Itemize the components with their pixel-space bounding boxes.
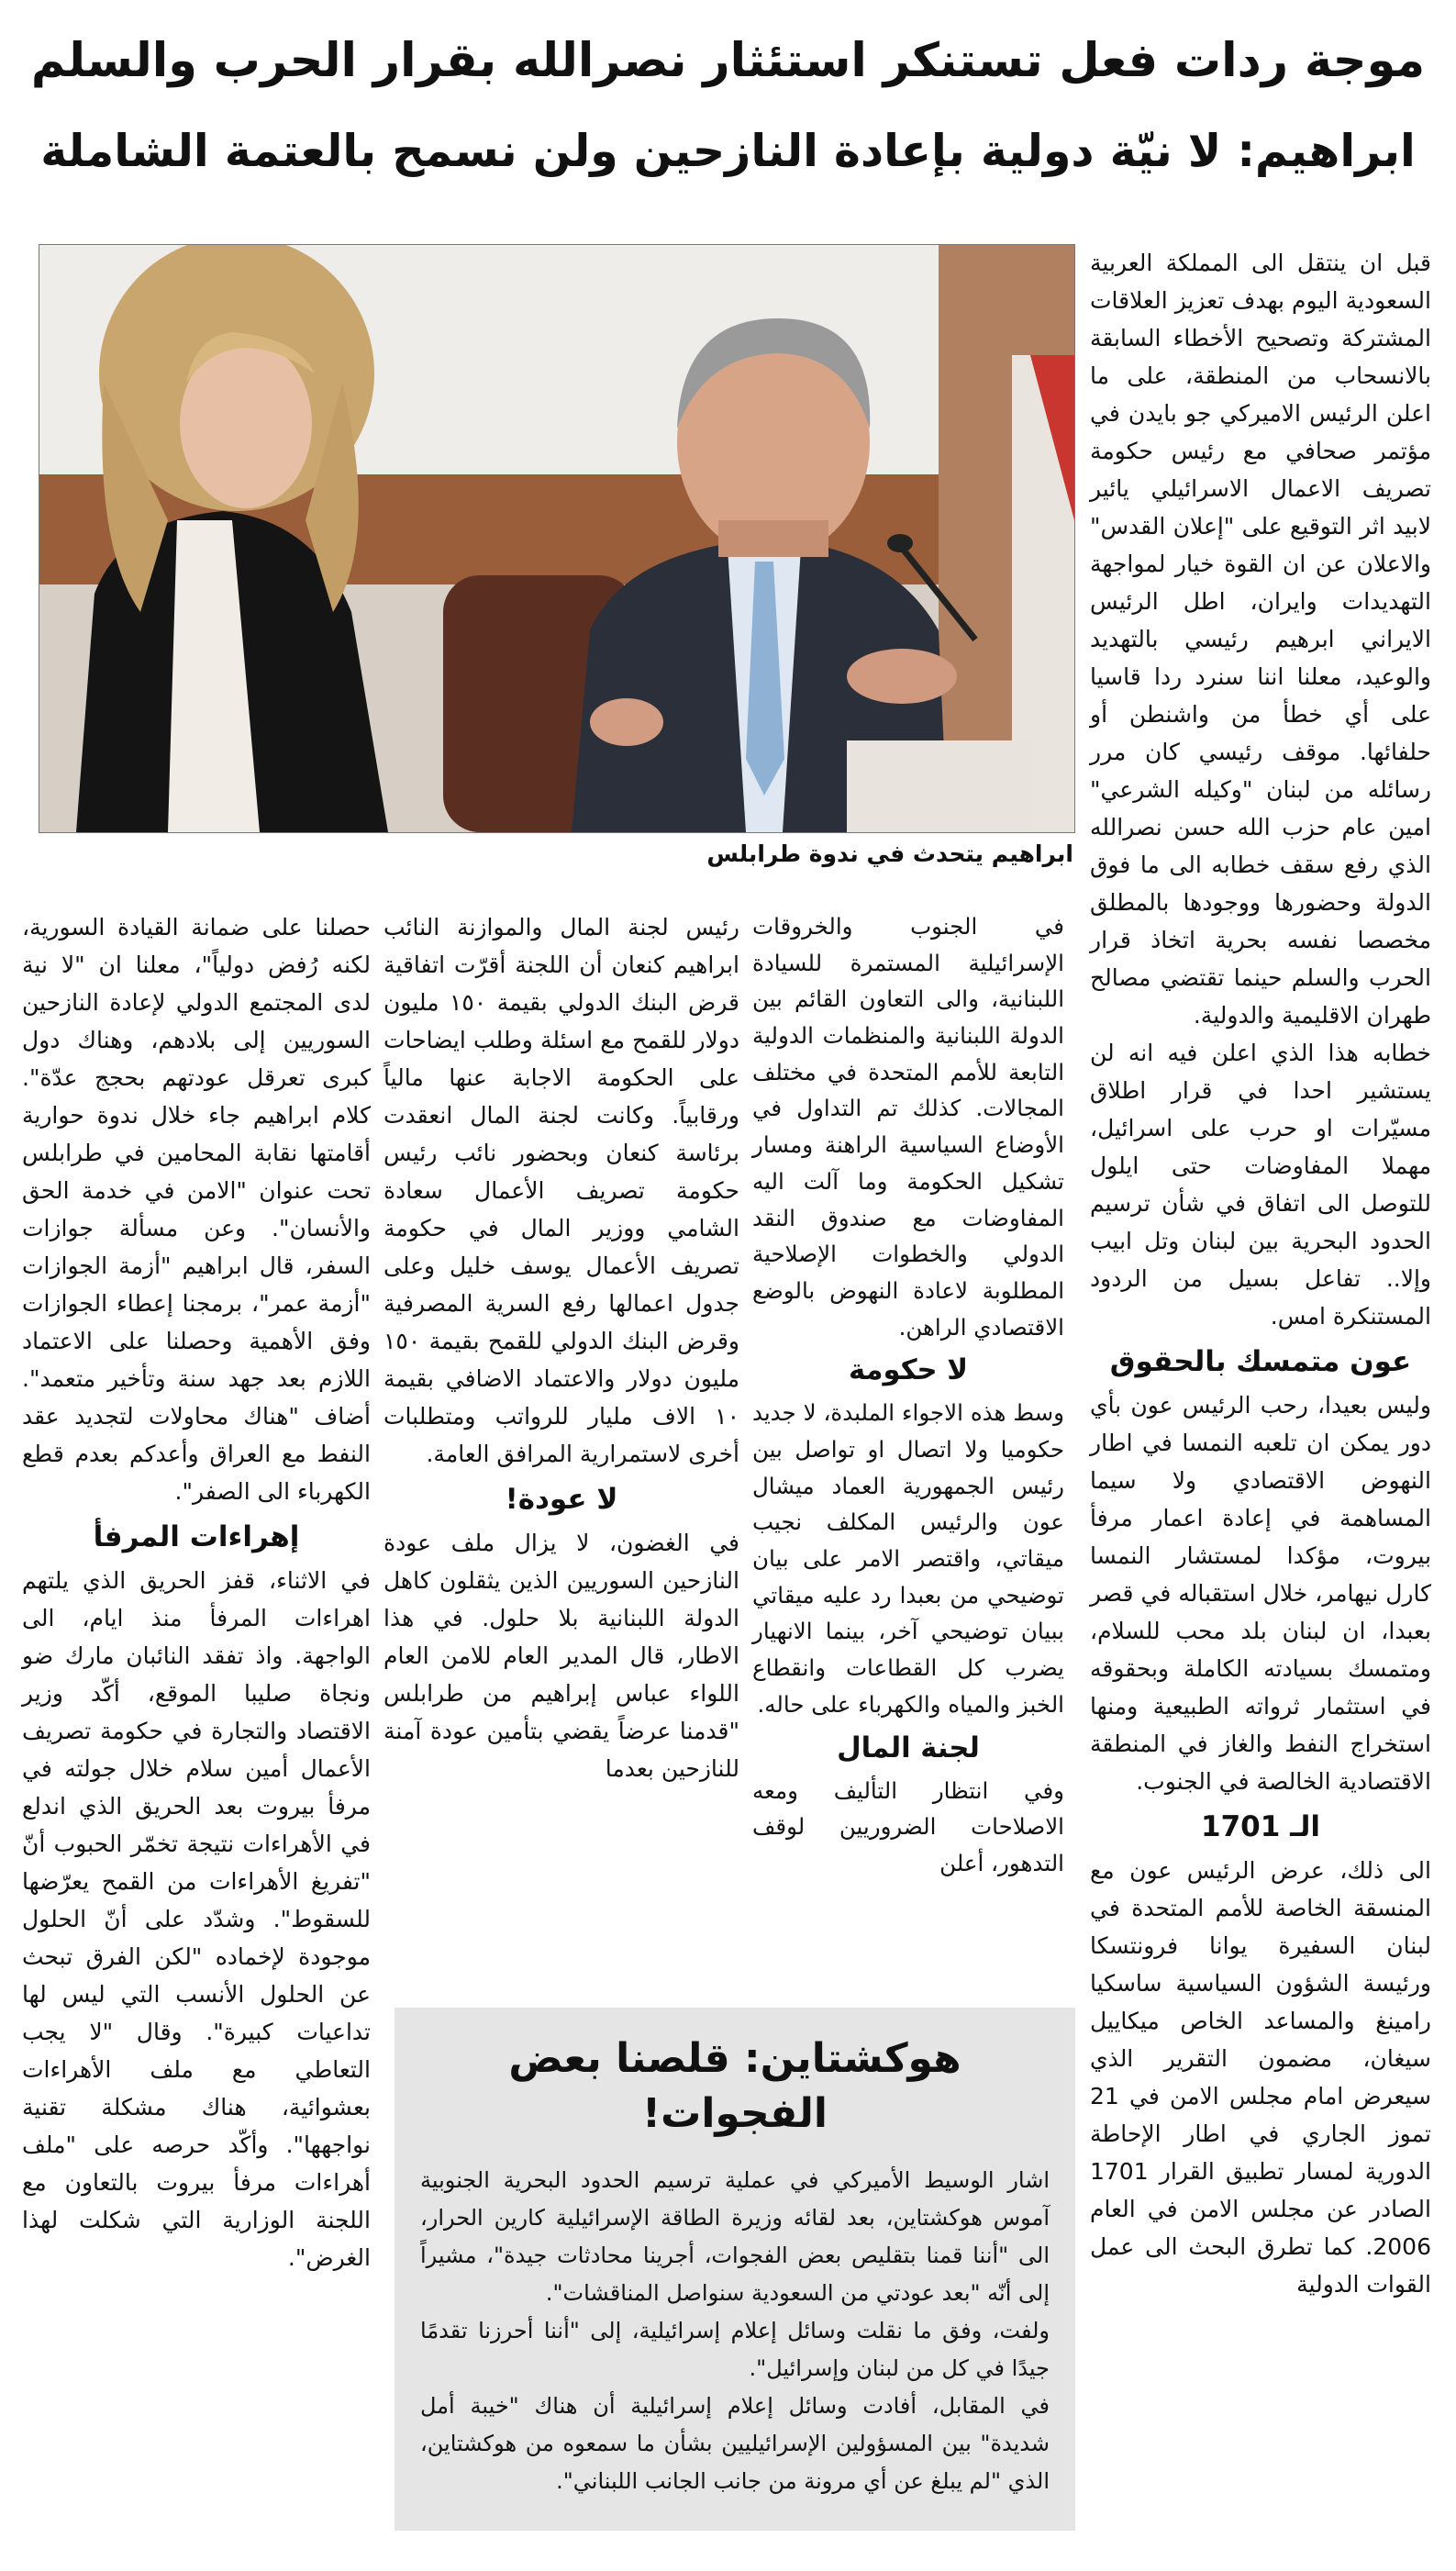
paragraph: قبل ان ينتقل الى المملكة العربية السعودية اليوم بهدف تعزيز العلاقات المشتركة وتصحيح الأخطاء السابقة بالانسحاب من المنطقة، على ما اعلن الرئيس الاميركي جو بايدن في مؤتمر صحافي مع رئيس حكومة تصريف الاعمال الاسرائيلي يائير لابيد اثر التوقيع على "إعلان القدس" والاعلان عن ان القوة خيار لمواجهة التهديدات وايران، اطل الرئيس الايراني ابرهيم رئيسي بالتهديد والوعيد، معلنا اننا سنرد ردا قاسيا على أي خطأ من واشنطن أو حلفائها. موقف رئيسي كان مرر رسائله من لبنان "وكيله الشرعي" امين عام حزب الله حسن نصرالله الذي رفع سقف خطابه الى ما فوق الدولة وحضورها ووجودها بالمطلق مخصصا نفسه بحرية اتخاذ قرار الحرب والسلم حينما تقتضي مصالح طهران الاقليمية والدولية. xyxy=(1090,250,1431,1029)
subheading: لا عودة! xyxy=(505,1483,618,1516)
article-column-1 xyxy=(1090,244,1431,2303)
article-column-4 xyxy=(22,908,371,2276)
subheading: إهراءات المرفأ xyxy=(93,1520,300,1553)
paragraph: الى ذلك، عرض الرئيس عون مع المنسقة الخاصة للأمم المتحدة في لبنان السفيرة يوانا فرونتسكا ورئيسة الشؤون السياسية ساسكيا رامينغ والمساعد الخاص ميكاييل سيغان، مضمون التقرير الذي سيعرض امام مجلس الامن في 21 تموز الجاري في اطار الإحاطة الدورية لمسار تطبيق القرار 1701 الصادر عن مجلس الامن في العام 2006. كما تطرق البحث الى عمل القوات الدولية xyxy=(1090,1857,1431,2298)
article-column-2 xyxy=(752,908,1064,1882)
headline-line-2: ابراهيم: لا نيّة دولية بإعادة النازحين ولن نسمح بالعتمة الشاملة xyxy=(40,125,1416,177)
subheading: لا حكومة xyxy=(848,1354,968,1387)
paragraph: اشار الوسيط الأميركي في عملية ترسيم الحدود البحرية الجنوبية آموس هوكشتاين، بعد لقائه وزيرة الطاقة الإسرائيلية كارين الحرار، الى "أننا قمنا بتقليص بعض الفجوات، أجرينا محادثات جيدة"، مشيراً إلى أنّه "بعد عودتي من السعودية سنواصل المناقشات". xyxy=(420,2167,1050,2306)
paragraph: في المقابل، أفادت وسائل إعلام إسرائيلية أن هناك "خيبة أمل شديدة" بين المسؤولين الإسرائيليين بشأن ما سمعوه من هوكشتاين، الذي "لم يبلغ عن أي مرونة من جانب الجانب اللبناني". xyxy=(420,2393,1050,2494)
headline-line-1: موجة ردات فعل تستنكر استئثار نصرالله بقرار الحرب والسلم xyxy=(30,34,1426,88)
paragraph: وليس بعيدا، رحب الرئيس عون بأي دور يمكن ان تلعبه النمسا في اطار النهوض الاقتصادي ولا سيما المساهمة في إعادة اعمار مرفأ بيروت، مؤكدا لمستشار النمسا كارل نيهامر، خلال استقباله في قصر بعبدا، ان لبنان بلد محب للسلام، ومتمسك بسيادته الكاملة وبحقوقه في استثمار ثرواته الطبيعية ومنها استخراج النفط والغاز في المنطقة الاقتصادية الخالصة في الجنوب. xyxy=(1090,1392,1431,1795)
paragraph: ولفت، وفق ما نقلت وسائل إعلام إسرائيلية، إلى "أننا أحرزنا تقدمًا جيدًا في كل من لبنان وإسرائيل". xyxy=(420,2318,1050,2381)
box-body xyxy=(395,2156,1075,2500)
paragraph: في الجنوب والخروقات الإسرائيلية المستمرة للسيادة اللبنانية، والى التعاون القائم بين الدولة اللبنانية والمنظمات الدولية التابعة للأمم المتحدة في مختلف المجالات. كذلك تم التداول في الأوضاع السياسية الراهنة ومسار تشكيل الحكومة وما آلت اليه المفاوضات مع صندوق النقد الدولي والخطوات الإصلاحية المطلوبة لاعادة النهوض بالوضع الاقتصادي الراهن. xyxy=(752,913,1064,1341)
subheading: الـ 1701 xyxy=(1201,1810,1320,1843)
subheading: لجنة المال xyxy=(837,1731,980,1764)
paragraph: في الغضون، لا يزال ملف عودة النازحين السوريين الذين يثقلون كاهل الدولة اللبنانية بلا حلول. في هذا الاطار، قال المدير العام للامن العام اللواء عباس إبراهيم من طرابلس "قدمنا عرضاً يقضي بتأمين عودة آمنة للنازحين بعدما xyxy=(383,1530,739,1782)
paragraph: خطابه هذا الذي اعلن فيه انه لن يستشير احدا في قرار اطلاق مسيّرات او حرب على اسرائيل، مهملا المفاوضات حتى ايلول للتوصل الى اتفاق في شأن ترسيم الحدود البحرية بين لبنان وتل ابيب وإلا.. تفاعل بسيل من الردود المستنكرة امس. xyxy=(1090,1040,1431,1330)
photo-illustration xyxy=(39,245,1074,832)
article-column-3 xyxy=(383,908,739,1787)
sidebar-box-hochstein xyxy=(395,2008,1075,2531)
paragraph: حصلنا على ضمانة القيادة السورية، لكنه رُفض دولياً"، معلنا ان "لا نية لدى المجتمع الدولي لإعادة النازحين السوريين إلى بلادهم، وهناك دول كبرى تعرقل عودتهم بحجج عدّة". كلام ابراهيم جاء خلال ندوة حوارية أقامتها نقابة المحامين في طرابلس تحت عنوان "الامن في خدمة الحق والأنسان". وعن مسألة جوازات السفر، قال ابراهيم "أزمة الجوازات "أزمة عمر"، برمجنا إعطاء الجوازات وفق الأهمية وحصلنا على الاعتماد اللازم بعد جهد سنة وتأخير متعمد". أضاف "هناك محاولات لتجديد عقد النفط مع العراق وأعدكم بعدم قطع الكهرباء الى الصفر". xyxy=(22,914,371,1505)
box-title: هوكشتاين: قلصنا بعض الفجوات! xyxy=(508,2035,961,2137)
paragraph: وسط هذه الاجواء الملبدة، لا جديد حكوميا ولا اتصال او تواصل بين رئيس الجمهورية العماد ميشال عون والرئيس المكلف نجيب ميقاتي، واقتصر الامر على بيان توضيحي من بعبدا رد عليه ميقاتي ببيان توضيحي آخر، بينما الانهيار يضرب كل القطاعات وانقطاع الخبز والمياه والكهرباء على حاله. xyxy=(752,1399,1064,1718)
subheading: عون متمسك بالحقوق xyxy=(1109,1345,1412,1378)
paragraph: وفي انتظار التأليف ومعه الاصلاحات الضروريين لوقف التدهور، أعلن xyxy=(752,1776,1064,1876)
paragraph: رئيس لجنة المال والموازنة النائب ابراهيم كنعان أن اللجنة أقرّت اتفاقية قرض البنك الدولي بقيمة ١٥٠ مليون دولار للقمح مع اسئلة وطلب ايضاحات على الحكومة الاجابة عنها مالياً ورقابياً. وكانت لجنة المال انعقدت برئاسة كنعان وبحضور نائب رئيس حكومة تصريف الأعمال سعادة الشامي ووزير المال في حكومة تصريف الأعمال يوسف خليل وعلى جدول اعمالها رفع السرية المصرفية وقرض البنك الدولي للقمح بقيمة ١٥٠ مليون دولار والاعتماد الاضافي بقيمة ١٠ الاف مليار للرواتب ومتطلبات أخرى لاستمرارية المرافق العامة. xyxy=(383,914,739,1467)
news-photo xyxy=(39,244,1075,833)
paragraph: في الاثناء، قفز الحريق الذي يلتهم اهراءات المرفأ منذ ايام، الى الواجهة. واذ تفقد النائبان مارك ضو ونجاة صليبا الموقع، أكّد وزير الاقتصاد والتجارة في حكومة تصريف الأعمال أمين سلام خلال جولته في مرفأ بيروت بعد الحريق الذي اندلع في الأهراءات نتيجة تخمّر الحبوب أنّ "تفريغ الأهراءات من القمح يعرّضها للسقوط". وشدّد على أنّ الحلول موجودة لإخماده "لكن الفرق تبحث عن الحلول الأنسب التي ليس لها تداعيات كبيرة". وقال "لا يجب التعاطي مع ملف الأهراءات بعشوائية، هناك مشكلة تقنية نواجهها". وأكّد حرصه على "ملف أهراءات مرفأ بيروت بالتعاون مع اللجنة الوزارية التي شكلت لهذا الغرض". xyxy=(22,1567,371,2271)
photo-caption: ابراهيم يتحدث في ندوة طرابلس xyxy=(706,840,1073,867)
